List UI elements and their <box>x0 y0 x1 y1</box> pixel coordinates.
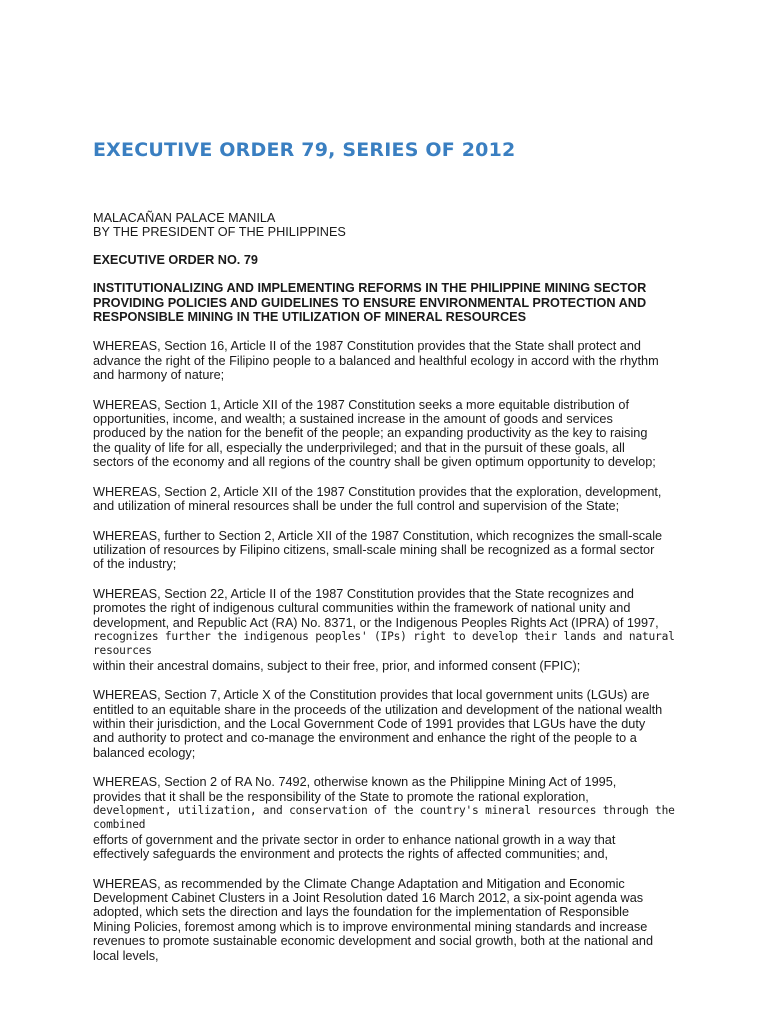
whereas-paragraph <box>93 485 678 514</box>
paragraph-line: entitled to an equitable share in the proceeds of the utilization and development of the national wealth <box>93 702 663 717</box>
whereas-paragraph <box>93 877 678 963</box>
issuer-line: BY THE PRESIDENT OF THE PHILIPPINES <box>93 225 346 240</box>
paragraph-line: WHEREAS, Section 7, Article X of the Constitution provides that local government units (LGUs) are <box>93 688 650 703</box>
paragraph-line: WHEREAS, Section 16, Article II of the 1987 Constitution provides that the State shall protect and <box>93 339 641 354</box>
whereas-paragraph <box>93 398 678 470</box>
paragraph-line: adopted, which sets the direction and lays the foundation for the implementation of Responsible <box>93 905 630 920</box>
paragraph-line: revenues to promote sustainable economic development and social growth, both at the national and <box>93 934 654 949</box>
paragraph-line: efforts of government and the private sector in order to enhance national growth in a way that <box>93 832 616 847</box>
whereas-paragraph <box>93 775 678 861</box>
paragraph-line: of the industry; <box>93 557 177 572</box>
heading-line: INSTITUTIONALIZING AND IMPLEMENTING REFORMS IN THE PHILIPPINE MINING SECTOR <box>93 281 647 296</box>
order-number: EXECUTIVE ORDER NO. 79 <box>93 252 258 267</box>
paragraph-line: Mining Policies, foremost among which is to improve environmental mining standards and increase <box>93 919 648 934</box>
paragraph-line: WHEREAS, as recommended by the Climate Change Adaptation and Mitigation and Economic <box>93 876 625 891</box>
paragraph-line: within their ancestral domains, subject to their free, prior, and informed consent (FPIC); <box>93 658 581 673</box>
paragraph-line: produced by the nation for the benefit of the people; an expanding productivity as the key to raising <box>93 426 648 441</box>
whereas-paragraph <box>93 529 678 572</box>
paragraph-line: balanced ecology; <box>93 745 196 760</box>
paragraph-line: and harmony of nature; <box>93 368 225 383</box>
paragraph-line: Development Cabinet Clusters in a Joint Resolution dated 16 March 2012, a six-point agenda was <box>93 891 644 906</box>
paragraph-line: effectively safeguards the environment and protects the rights of affected communities; and, <box>93 847 609 862</box>
whereas-paragraph <box>93 339 678 382</box>
order-heading <box>93 281 678 324</box>
paragraph-line: advance the right of the Filipino people to a balanced and healthful ecology in accord with the rhythm <box>93 353 659 368</box>
paragraph-line: development, and Republic Act (RA) No. 8371, or the Indigenous Peoples Rights Act (IPRA) of 1997, <box>93 615 659 630</box>
document-body <box>93 211 678 978</box>
paragraph-line: within their jurisdiction, and the Local Government Code of 1991 provides that LGUs have the duty <box>93 716 646 731</box>
paragraph-line: WHEREAS, Section 2 of RA No. 7492, otherwise known as the Philippine Mining Act of 1995, <box>93 775 617 790</box>
heading-line: PROVIDING POLICIES AND GUIDELINES TO ENSURE ENVIRONMENTAL PROTECTION AND <box>93 295 647 310</box>
paragraph-line: utilization of resources by Filipino citizens, small-scale mining shall be recognized as a formal sector <box>93 542 655 557</box>
paragraph-line: development, utilization, and conservation of the country's mineral resources through the combined <box>93 804 675 832</box>
paragraph-line: sectors of the economy and all regions of the country shall be given optimum opportunity to develop; <box>93 455 656 470</box>
whereas-paragraph <box>93 688 678 760</box>
paragraph-line: and authority to protect and co-manage the environment and enhance the right of the people to a <box>93 731 637 746</box>
paragraph-line: the quality of life for all, especially the underprivileged; and that in the pursuit of these goals, all <box>93 440 625 455</box>
paragraph-line: recognizes further the indigenous peoples' (IPs) right to develop their lands and natural resources <box>93 629 675 658</box>
paragraph-line: promotes the right of indigenous cultural communities within the framework of national unity and <box>93 601 631 616</box>
paragraph-line: and utilization of mineral resources shall be under the full control and supervision of the State; <box>93 499 620 514</box>
document-title: EXECUTIVE ORDER 79, SERIES OF 2012 <box>93 139 516 161</box>
paragraph-line: opportunities, income, and wealth; a sustained increase in the amount of goods and services <box>93 412 613 427</box>
paragraph-line: WHEREAS, further to Section 2, Article XII of the 1987 Constitution, which recognizes the small-scale <box>93 528 663 543</box>
paragraph-line: WHEREAS, Section 22, Article II of the 1987 Constitution provides that the State recognizes and <box>93 586 634 601</box>
issuer-line: MALACAÑAN PALACE MANILA <box>93 211 276 225</box>
paragraph-line: provides that it shall be the responsibility of the State to promote the rational exploration, <box>93 789 589 804</box>
issuer-block <box>93 211 678 240</box>
paragraph-line: local levels, <box>93 948 159 963</box>
heading-line: RESPONSIBLE MINING IN THE UTILIZATION OF MINERAL RESOURCES <box>93 310 527 325</box>
whereas-paragraph <box>93 587 678 673</box>
paragraph-line: WHEREAS, Section 1, Article XII of the 1987 Constitution seeks a more equitable distribution of <box>93 397 629 412</box>
paragraph-line: WHEREAS, Section 2, Article XII of the 1987 Constitution provides that the exploration, development, <box>93 484 662 499</box>
